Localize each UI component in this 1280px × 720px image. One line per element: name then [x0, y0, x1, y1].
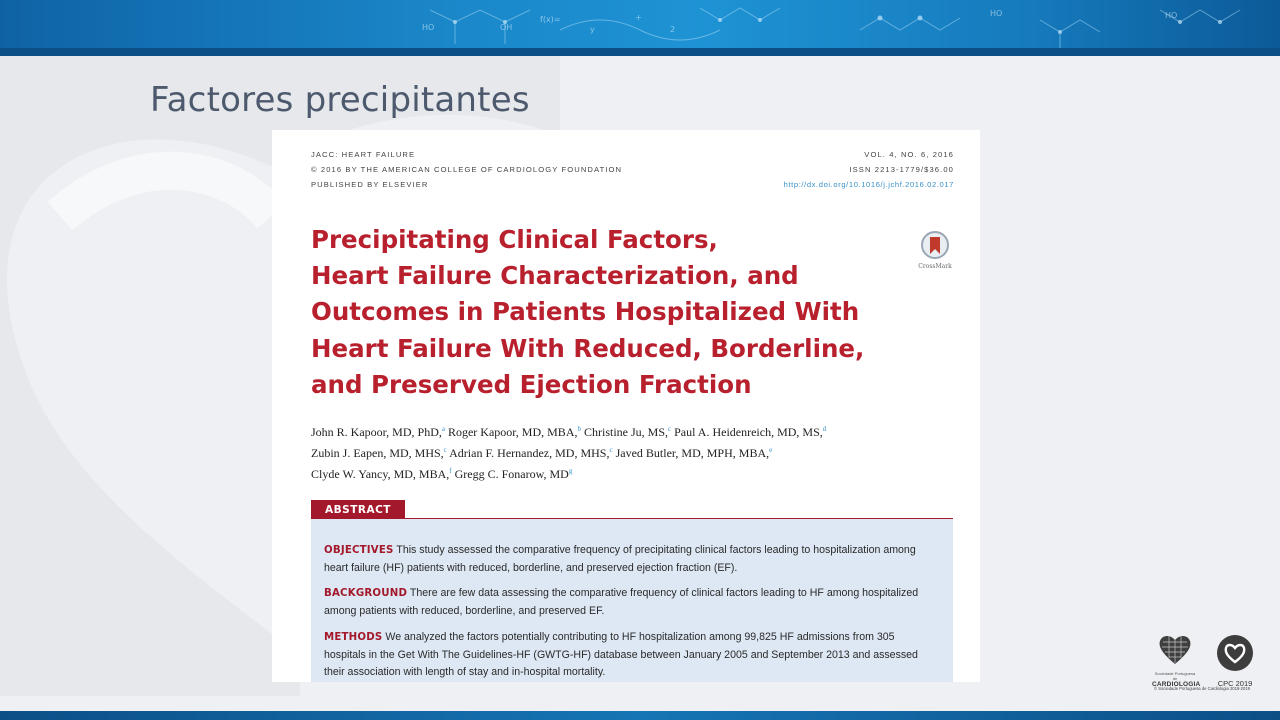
background-text: There are few data assessing the comparative frequency of clinical factors leading to HF among hospitalized among patients with reduced, borderline, and preserved EF.	[324, 587, 919, 617]
svg-text:2: 2	[670, 25, 676, 34]
header-banner	[0, 0, 1280, 56]
crossmark-icon	[920, 230, 950, 260]
slide-title: Factores precipitantes	[150, 80, 530, 120]
title-line: Outcomes in Patients Hospitalized With	[311, 297, 860, 327]
crossmark-label: CrossMark	[918, 263, 952, 270]
journal-meta-right	[784, 147, 954, 192]
title-line: Precipitating Clinical Factors,	[311, 225, 718, 254]
spc-subtitle: Sociedade Portuguesa de	[1154, 671, 1196, 681]
title-line: Heart Failure Characterization, and	[311, 261, 799, 291]
objectives-text: This study assessed the comparative frequency of precipitating clinical factors leading to hospitalization among heart failure (HF) patients with reduced, borderline, and preserved ejection fraction (EF).	[324, 544, 916, 574]
author-affiliation: e	[769, 446, 773, 454]
copyright-line: © 2016 BY THE AMERICAN COLLEGE OF CARDIOLOGY FOUNDATION	[311, 165, 623, 174]
footer-copyright: © Sociedade Portuguesa de Cardiologia 2018-2019	[1154, 686, 1250, 691]
author: Christine Ju, MS,	[583, 425, 668, 439]
author-affiliation: d	[822, 425, 827, 433]
author: Gregg C. Fonarow, MD	[454, 467, 569, 481]
paper-page	[272, 130, 980, 682]
author-affiliation: g	[568, 467, 573, 475]
author: Clyde W. Yancy, MD, MBA,	[311, 467, 450, 481]
author-affiliation: c	[443, 446, 447, 454]
abstract-methods	[324, 629, 936, 682]
author-affiliation: f	[449, 467, 452, 475]
journal-meta-left	[311, 147, 622, 192]
article-title	[311, 222, 911, 403]
author: Roger Kapoor, MD, MBA,	[447, 425, 578, 439]
svg-text:+: +	[635, 13, 642, 22]
background-label: BACKGROUND	[324, 588, 408, 599]
svg-text:HO: HO	[1165, 11, 1178, 20]
abstract-label: ABSTRACT	[311, 500, 405, 520]
doi-link[interactable]: http://dx.doi.org/10.1016/j.jchf.2016.02.017	[783, 180, 954, 189]
cpc-logo	[1212, 634, 1258, 688]
objectives-label: OBJECTIVES	[324, 545, 394, 556]
author: John R. Kapoor, MD, PhD,	[311, 425, 442, 439]
volume: VOL. 4, NO. 6, 2016	[864, 150, 954, 159]
issn: ISSN 2213-1779/$36.00	[849, 165, 954, 174]
author-affiliation: b	[577, 425, 581, 433]
abstract-background	[324, 585, 936, 620]
author-affiliation: c	[668, 425, 672, 433]
author: Adrian F. Hernandez, MD, MHS,	[449, 446, 610, 460]
svg-text:f(x)=: f(x)=	[540, 15, 561, 24]
spc-name: CARDIOLOGIA	[1152, 681, 1201, 688]
publisher: PUBLISHED BY ELSEVIER	[311, 180, 429, 189]
svg-text:OH: OH	[500, 23, 513, 32]
title-line: Heart Failure With Reduced, Borderline,	[311, 333, 865, 363]
author-affiliation: a	[441, 425, 445, 433]
cpc-label: CPC 2019	[1217, 679, 1253, 688]
crossmark-badge[interactable]	[918, 230, 952, 270]
title-line: and Preserved Ejection Fraction	[311, 369, 752, 399]
author: Zubin J. Eapen, MD, MHS,	[311, 446, 444, 460]
abstract-objectives	[324, 542, 936, 577]
journal-name: JACC: HEART FAILURE	[311, 150, 416, 159]
methods-text: We analyzed the factors potentially contributing to HF hospitalization among 99,825 HF admissions from 305 hospitals in the Get With The Guidelines-HF (GWTG-HF) database between January 2005 and September 2013 and assessed their association with length of stay and in-hospital mortality.	[324, 631, 918, 678]
footer-bar	[0, 711, 1280, 720]
author: Javed Butler, MD, MPH, MBA,	[615, 446, 770, 460]
cpc-heart-icon	[1216, 634, 1254, 672]
spc-logo	[1152, 632, 1201, 688]
svg-text:HO: HO	[422, 23, 435, 32]
spc-heart-icon	[1157, 632, 1193, 666]
author: Paul A. Heidenreich, MD, MS,	[674, 425, 823, 439]
methods-label: METHODS	[324, 632, 383, 643]
svg-text:y: y	[590, 25, 595, 34]
author-affiliation: c	[609, 446, 613, 454]
molecule-decoration	[0, 0, 1280, 56]
author-list	[311, 420, 911, 483]
svg-text:HO: HO	[990, 9, 1003, 18]
